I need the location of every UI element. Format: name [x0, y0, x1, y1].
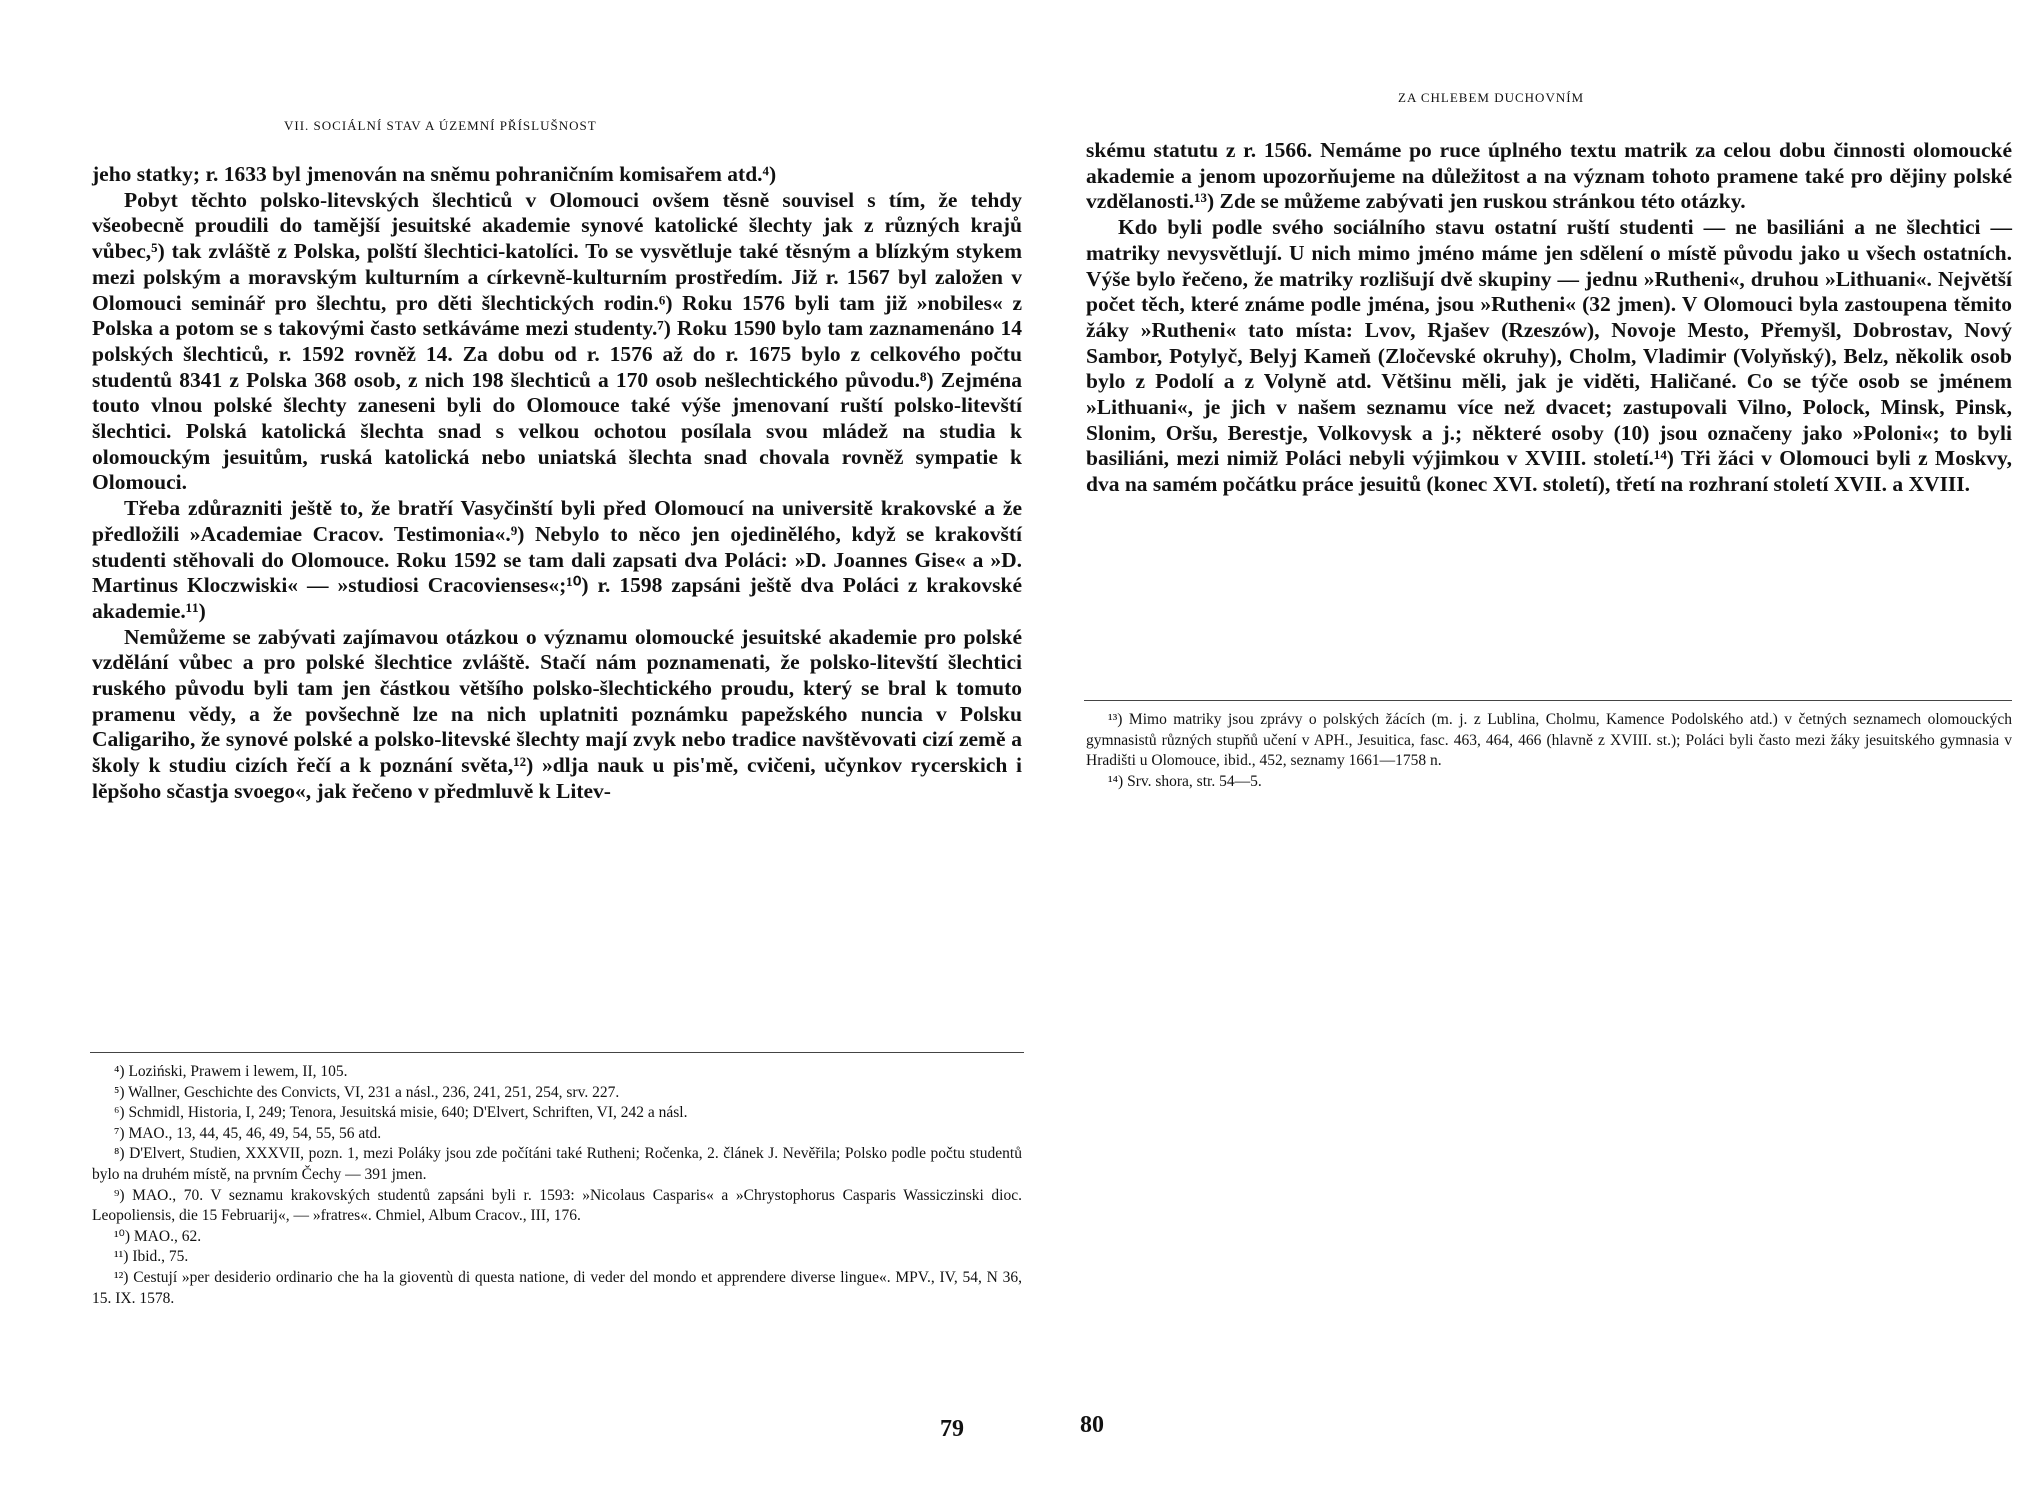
- paragraph: skému statutu z r. 1566. Nemáme po ruce úplného textu matrik za celou dobu činnosti olomoucké akademie a jenom upozorňujeme na důležitost a na význam tohoto pramene také pro dějiny polské vzdělanosti.¹³) Zde se můžeme zabývati jen ruskou stránkou této otázky.: [1086, 138, 2012, 214]
- main-text: [1086, 138, 2012, 498]
- paragraph: jeho statky; r. 1633 byl jmenován na sněmu pohraničním komisařem atd.⁴): [92, 162, 777, 186]
- footnote: ⁸) D'Elvert, Studien, XXXVII, pozn. 1, mezi Poláky jsou zde počítáni také Rutheni; Ročenka, 2. článek J. Nevěřila; Polsko podle počtu studentů bylo na druhém místě, na prvním Čechy — 391 jmen.: [92, 1145, 1022, 1183]
- page-number: 79: [940, 1416, 964, 1442]
- paragraph: Třeba zdůrazniti ještě to, že bratří Vasyčinští byli před Olomoucí na universitě krakovské a že předložili »Academiae Cracov. Testimonia«.⁹) Nebylo to něco jen ojedinělého, když se krakovští studenti stěhovali do Olomouce. Roku 1592 se tam dali zapsati dva Poláci: »D. Joannes Gise« a »D. Martinus Kloczwiski« — »studiosi Cracovienses«;¹⁰) r. 1598 zapsáni ještě dva Poláci z krakovské akademie.¹¹): [92, 496, 1022, 623]
- footnote: ⁶) Schmidl, Historia, I, 249; Tenora, Jesuitská misie, 640; D'Elvert, Schriften, VI, 242 a násl.: [114, 1104, 688, 1122]
- footnote: ¹¹) Ibid., 75.: [114, 1248, 189, 1266]
- running-header: ZA CHLEBEM DUCHOVNÍM: [1398, 90, 1585, 105]
- page-number: 80: [1080, 1412, 1104, 1438]
- footnote: ⁴) Loziński, Prawem i lewem, II, 105.: [114, 1063, 348, 1080]
- left-page: [60, 0, 1022, 1500]
- right-page: [1080, 0, 2012, 1500]
- running-header: VII. SOCIÁLNÍ STAV A ÚZEMNÍ PŘÍSLUŠNOST: [284, 118, 597, 133]
- footnote-divider: [1084, 700, 2012, 701]
- main-text: [92, 162, 1022, 805]
- footnote: ⁷) MAO., 13, 44, 45, 46, 49, 54, 55, 56 atd.: [114, 1124, 382, 1142]
- footnote: ¹⁰) MAO., 62.: [114, 1227, 202, 1245]
- footnote: ¹²) Cestují »per desiderio ordinario che ha la gioventù di questa natione, di veder del mondo et apprendere diverse lingue«. MPV., IV, 54, N 36, 15. IX. 1578.: [92, 1268, 1022, 1307]
- footnote: ¹³) Mimo matriky jsou zprávy o polských žácích (m. j. z Lublina, Cholmu, Kamence Podolského atd.) v četných seznamech olomouckých gymnasistů různých stupňů učení v APH., Jesuitica, fasc. 463, 464, 466 (hlavně z XVIII. st.); Poláci byli často mezi žáky jesuitského gymnasia v Hradišti u Olomouce, ibid., 452, seznamy 1661—1758 n.: [1086, 711, 2012, 770]
- footnote: ¹⁴) Srv. shora, str. 54—5.: [1108, 772, 1262, 790]
- footnotes: [1086, 710, 2012, 792]
- footnote: ⁵) Wallner, Geschichte des Convicts, VI, 231 a násl., 236, 241, 251, 254, srv. 227.: [114, 1083, 620, 1101]
- paragraph: Nemůžeme se zabývati zajímavou otázkou o významu olomoucké jesuitské akademie pro polské vzdělání vůbec a pro polské šlechtice zvláště. Stačí nám poznamenati, že polsko-litevští šlechtici ruského původu byli tam jen částkou většího polsko-šlechtického proudu, který se bral k tomuto pramenu vědy, a že povšechně lze na nich uplatniti poznámku papežského nuncia v Polsku Caligariho, že synové polské a polsko-litevské šlechty mají zvyk nebo tradice navštěvovati cizí země a školy k studiu cizích řečí a k poznání světa,¹²) »dlja nauk u pis'mě, cvičeni, učynkov rycerskich i lěpšoho sčastja svoego«, jak řečeno v předmluvě k Litev-: [92, 624, 1022, 803]
- footnotes: [92, 1062, 1022, 1309]
- footnote-divider: [90, 1052, 1024, 1053]
- paragraph: Pobyt těchto polsko-litevských šlechticů v Olomouci ovšem těsně souvisel s tím, že tehdy všeobecně proudili do tamější jesuitské akademie synové katolické šlechty jak z různých krajů vůbec,⁵) tak zvláště z Polska, polští šlechtici-katolíci. To se vysvětluje také těsným a blízkým stykem mezi polským a moravským kulturním a církevně-kulturním prostředím. Již r. 1567 byl založen v Olomouci seminář pro šlechtu, pro děti šlechtických rodin.⁶) Roku 1576 byli tam již »nobiles« z Polska a potom se s takovými často setkáváme mezi studenty.⁷) Roku 1590 bylo tam zaznamenáno 14 polských šlechticů, r. 1592 rovněž 14. Za dobu od r. 1576 až do r. 1675 bylo z celkového počtu studentů 8341 z Polska 368 osob, z nich 198 šlechticů a 170 osob nešlechtického původu.⁸) Zejména touto vlnou polské šlechty zaneseni byli do Olomouce také výše jmenovaní ruští polsko-litevští šlechtici. Polská katolická šlechta snad s velkou ochotou posílala svou mládež na studia k olomouckým jesuitům, ruská katolická nebo uniatská šlechta snad chovala rovněž sympatie k Olomouci.: [92, 187, 1022, 495]
- footnote: ⁹) MAO., 70. V seznamu krakovských studentů zapsáni byli r. 1593: »Nicolaus Casparis« a »Chrystophorus Casparis Wassiczinski dioc. Leopoliensis, die 15 Februarij«, — »fratres«. Chmiel, Album Cracov., III, 176.: [92, 1186, 1022, 1225]
- paragraph: Kdo byli podle svého sociálního stavu ostatní ruští studenti — ne basiliáni a ne šlechtici — matriky nevysvětlují. U nich mimo jméno máme jen sdělení o místě původu jako u všech ostatních. Výše bylo řečeno, že matriky rozlišují dvě skupiny — jednu »Rutheni«, druhou »Lithuani«. Největší počet těch, které známe podle jména, jsou »Rutheni« (32 jmen). V Olomouci byla zastoupena těmito žáky »Rutheni« tato místa: Lvov, Rjašev (Rzeszów), Novoje Mesto, Přemyšl, Dobrostav, Nový Sambor, Potylyč, Belyj Kameň (Zločevské okruhy), Cholm, Vladimir (Volyňský), Belz, několik osob bylo z Podolí a z Volyně atd. Většinu měli, jak je viděti, Haličané. Co se týče osob se jménem »Lithuani«, je jich v našem seznamu více než dvacet; zastupovali Vilno, Polock, Minsk, Pinsk, Slonim, Oršu, Berestje, Volkovysk a j.; některé osoby (10) jsou označeny jako »Poloni«; to byli basiliáni, mezi nimiž Poláci nebyli výjimkou v XVIII. století.¹⁴) Tři žáci v Olomouci byli z Moskvy, dva na samém počátku práce jesuitů (konec XVI. století), třetí na rozhraní století XVII. a XVIII.: [1086, 215, 2012, 497]
